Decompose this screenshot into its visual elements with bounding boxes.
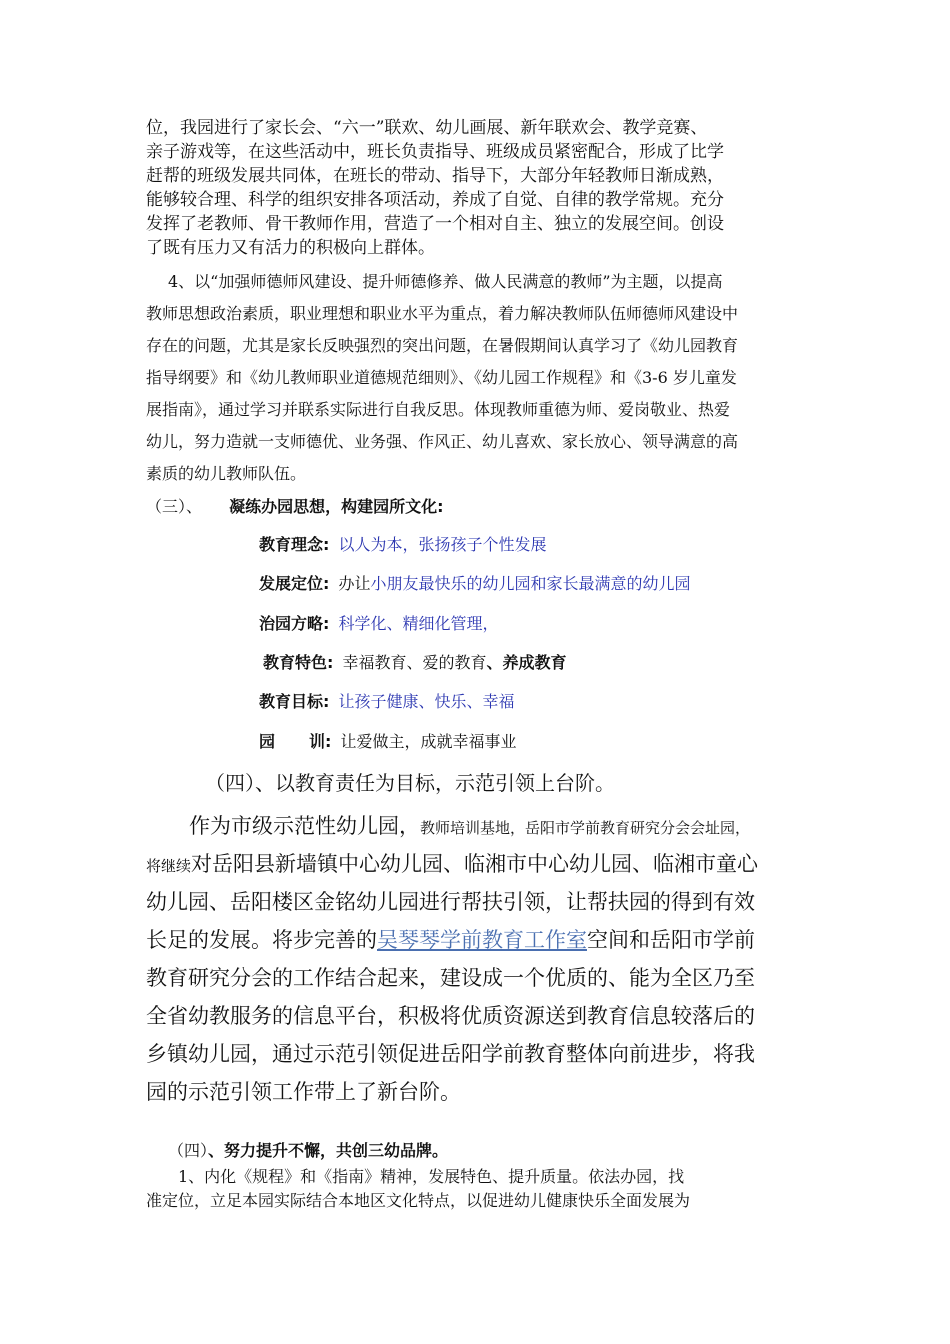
section-number: （三）、: [146, 497, 203, 516]
section-title: 、努力提升不懈，共创三幼品牌。: [208, 1141, 449, 1160]
positioning-row: [259, 571, 691, 594]
row-value: 让孩子健康、快乐、幸福: [338, 692, 515, 711]
paragraph-line: 指导纲要》和《幼儿教师职业道德规范细则》、《幼儿园工作规程》和《3-6 岁儿童发: [146, 368, 737, 387]
paragraph-line: 赶帮的班级发展共同体，在班长的带动、指导下，大部分年轻教师日渐成熟，: [146, 166, 724, 186]
paragraph-line: 作为市级示范性幼儿园，教师培训基地，岳阳市学前教育研究分会会址园，: [189, 814, 751, 838]
paragraph-line: 幼儿园、岳阳楼区金铭幼儿园进行帮扶引领，让帮扶园的得到有效: [146, 890, 755, 914]
paragraph-line: 园的示范引领工作带上了新台阶。: [146, 1080, 461, 1104]
paragraph-line: 1、内化《规程》和《指南》精神，发展特色、提升质量。依法办园，找: [178, 1167, 685, 1186]
paragraph-line: 教育研究分会的工作结合起来，建设成一个优质的、能为全区乃至: [146, 966, 755, 990]
paragraph-line: 素质的幼儿教师队伍。: [146, 464, 307, 483]
philosophy-row: [259, 532, 547, 555]
strategy-row: [259, 611, 499, 634]
row-label: 园: [259, 732, 276, 751]
paragraph-line: 教师思想政治素质，职业理想和职业水平为重点，着力解决教师队伍师德师风建设中: [146, 304, 739, 323]
paragraph-line: 发挥了老教师、骨干教师作用，营造了一个相对自主、独立的发展空间。创设: [146, 214, 724, 234]
row-label: 教育理念:: [259, 535, 330, 554]
paragraph-line: 存在的问题，尤其是家长反映强烈的突出问题，在暑假期间认真学习了《幼儿园教育: [146, 336, 739, 355]
section-title: 凝练办园思想，构建园所文化:: [229, 497, 444, 516]
paragraph-line: 位，我园进行了家长会、“六一”联欢、幼儿画展、新年联欢会、教学竞赛、: [146, 118, 708, 138]
section-number: （四）: [168, 1141, 209, 1160]
row-value: 小朋友最快乐的幼儿园和家长最满意的幼儿园: [370, 574, 691, 593]
row-label: 教育特色:: [263, 653, 334, 672]
row-label: 治园方略:: [259, 614, 330, 633]
paragraph-line: 展指南》，通过学习并联系实际进行自我反思。体现教师重德为师、爱岗敬业、热爱: [146, 400, 731, 419]
paragraph-line: 能够较合理、科学的组织安排各项活动，养成了自觉、自律的教学常规。充分: [146, 190, 724, 210]
paragraph-line: 幼儿，努力造就一支师德优、业务强、作风正、幼儿喜欢、家长放心、领导满意的高: [146, 432, 739, 451]
row-value: 科学化、精细化管理，: [338, 614, 499, 633]
paragraph-line: 将继续对岳阳县新墙镇中心幼儿园、临湘市中心幼儿园、临湘市童心: [146, 852, 759, 876]
row-value: 让爱做主，成就幸福事业: [340, 732, 517, 751]
feature-row: [263, 650, 567, 673]
paragraph-line: 全省幼教服务的信息平台，积极将优质资源送到教育信息较落后的: [146, 1004, 755, 1028]
paragraph-line: 4、以“加强师德师风建设、提升师德修养、做人民满意的教师”为主题，以提高: [168, 272, 723, 291]
row-value: 幸福教育、爱的教育: [342, 653, 487, 672]
paragraph-line: 了既有压力又有活力的积极向上群体。: [146, 238, 435, 258]
studio-link[interactable]: 吴琴琴学前教育工作室: [377, 928, 587, 952]
goal-row: [259, 689, 515, 712]
paragraph-line: 长足的发展。将步完善的吴琴琴学前教育工作室空间和岳阳市学前: [146, 928, 755, 952]
row-label: 发展定位:: [259, 574, 330, 593]
row-label: 教育目标:: [259, 692, 330, 711]
section-4b-heading: [168, 1138, 448, 1161]
row-label: 训:: [309, 732, 332, 751]
motto-row: [259, 729, 517, 752]
row-value: 以人为本，张扬孩子个性发展: [338, 535, 547, 554]
section-3-heading: [146, 494, 444, 517]
paragraph-line: 准定位，立足本园实际结合本地区文化特点，以促进幼儿健康快乐全面发展为: [146, 1191, 691, 1210]
row-prefix: 办让: [338, 574, 371, 593]
paragraph-line: 乡镇幼儿园，通过示范引领促进岳阳学前教育整体向前进步，将我: [146, 1042, 755, 1066]
section-4a-heading: （四）、以教育责任为目标，示范引领上台阶。: [205, 771, 615, 795]
paragraph-line: 亲子游戏等，在这些活动中，班长负责指导、班级成员紧密配合，形成了比学: [146, 142, 724, 162]
row-value-bold: 、养成教育: [486, 653, 567, 672]
